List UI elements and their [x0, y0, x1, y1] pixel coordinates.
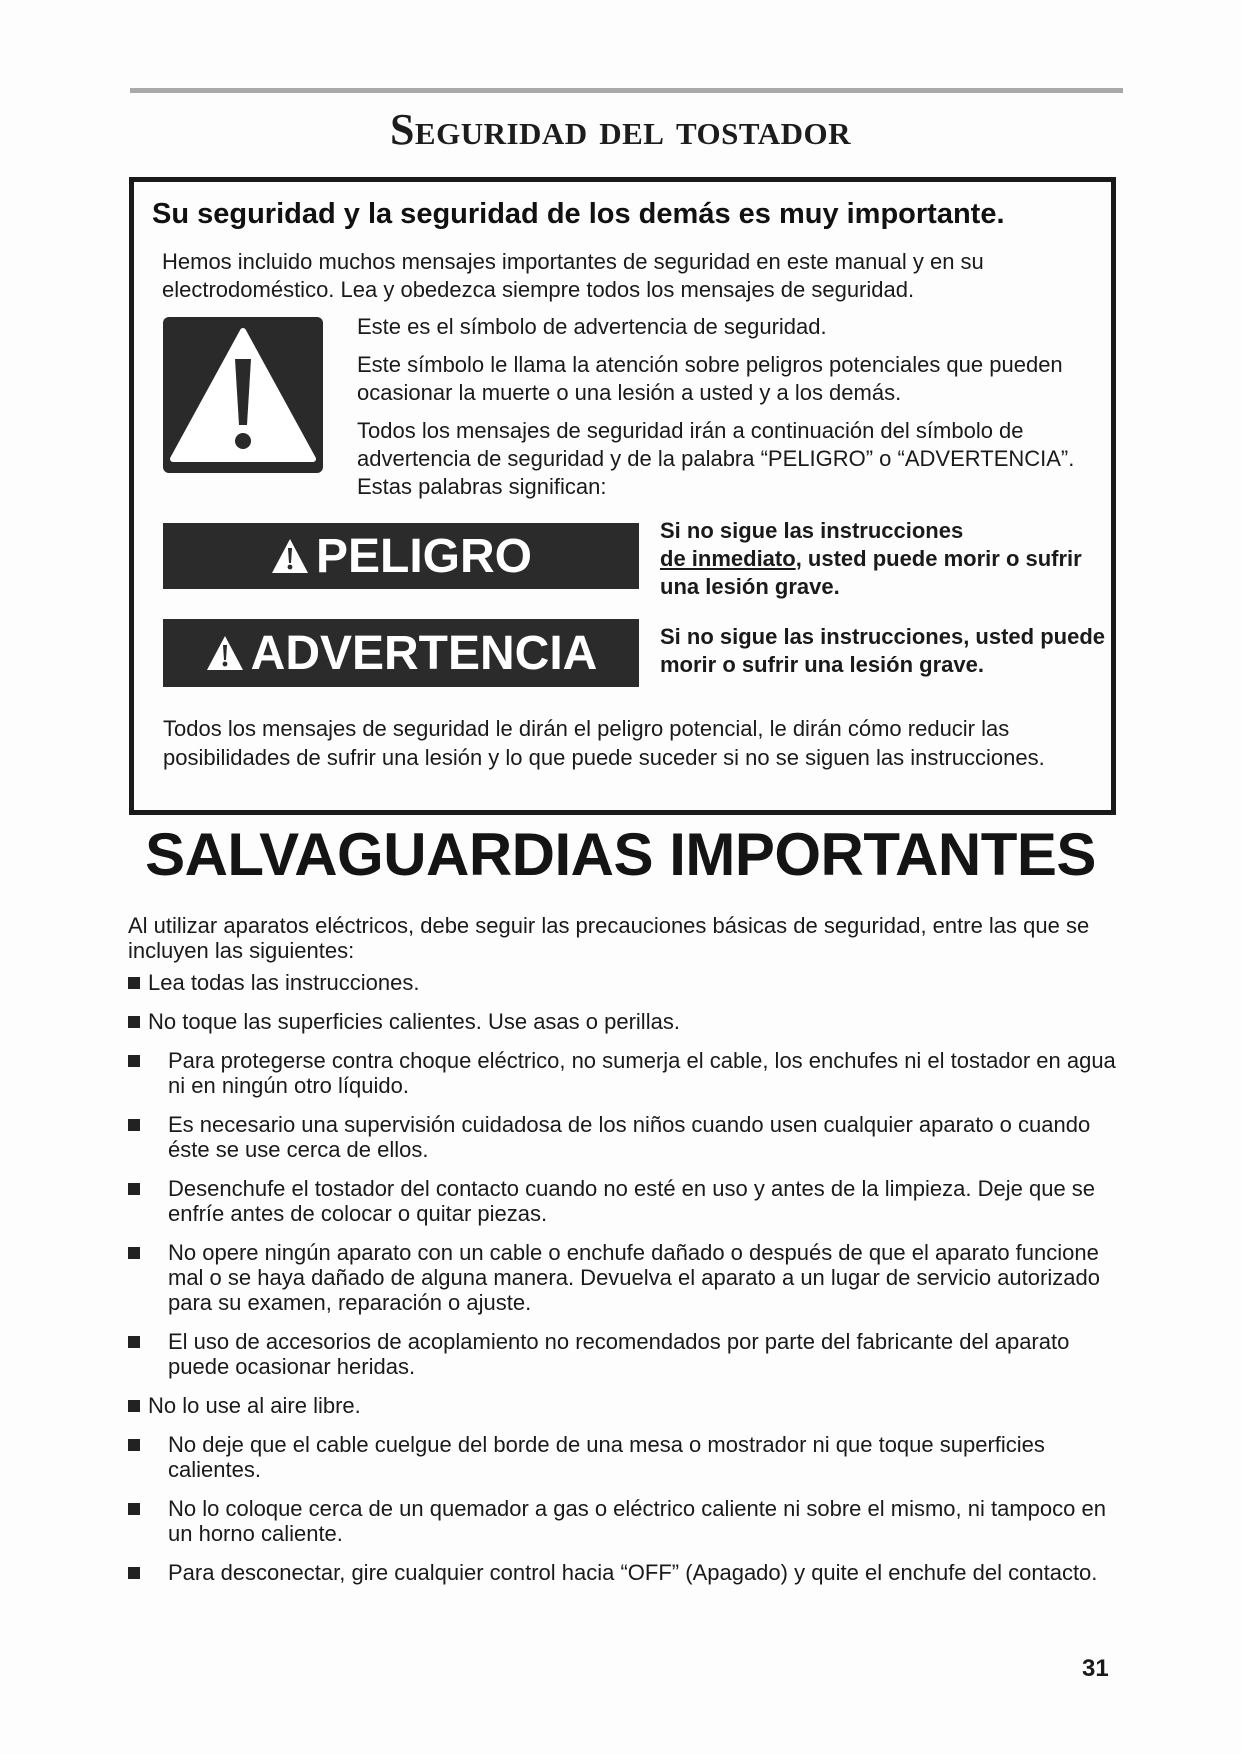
list-item: No lo coloque cerca de un quemador a gas o eléctrico caliente ni sobre el mismo, ni tampoco en un horno caliente.: [128, 1496, 1123, 1546]
top-rule: [130, 88, 1123, 93]
list-item: No toque las superficies calientes. Use asas o perillas.: [128, 1009, 1123, 1034]
list-item: Es necesario una supervisión cuidadosa de los niños cuando usen cualquier aparato o cuando éste se use cerca de ellos.: [128, 1112, 1123, 1162]
safeguards-list: [128, 970, 1123, 1585]
warning-description: Si no sigue las instrucciones, usted puede morir o sufrir una lesión grave.: [660, 624, 1105, 677]
square-bullet-icon: [128, 1016, 140, 1028]
symbol-paragraph: Este es el símbolo de advertencia de seguridad.: [357, 314, 827, 339]
square-bullet-icon: [128, 1055, 140, 1067]
symbol-paragraph: Todos los mensajes de seguridad irán a continuación del símbolo de advertencia de seguridad y de la palabra “PELIGRO” o “ADVERTENCIA”. Estas palabras significan:: [357, 418, 1075, 499]
list-item: Para protegerse contra choque eléctrico, no sumerja el cable, los enchufes ni el tostador en agua ni en ningún otro líquido.: [128, 1048, 1123, 1098]
safety-footer: Todos los mensajes de seguridad le dirán el peligro potencial, le dirán cómo reducir las posibilidades de sufrir una lesión y lo que puede suceder si no se siguen las instrucciones.: [163, 716, 1045, 770]
warning-label: ADVERTENCIA: [250, 626, 598, 680]
warning-exclamation-icon: [163, 317, 323, 473]
square-bullet-icon: [128, 1567, 140, 1579]
warning-triangle-icon: [205, 634, 245, 672]
list-item: Para desconectar, gire cualquier control hacia “OFF” (Apagado) y quite el enchufe del contacto.: [128, 1560, 1123, 1585]
square-bullet-icon: [128, 1439, 140, 1451]
safety-heading: Su seguridad y la seguridad de los demás es muy importante.: [152, 198, 1005, 230]
safety-intro: Hemos incluido muchos mensajes importantes de seguridad en este manual y en su electrodoméstico. Lea y obedezca siempre todos los mensajes de seguridad.: [162, 249, 984, 302]
square-bullet-icon: [128, 1183, 140, 1195]
danger-desc-rest: , usted puede morir o sufrir una lesión grave.: [660, 546, 1082, 599]
symbol-paragraph: Este símbolo le llama la atención sobre peligros potenciales que pueden ocasionar la muerte o una lesión a usted y a los demás.: [357, 352, 1063, 405]
square-bullet-icon: [128, 1503, 140, 1515]
list-item: Desenchufe el tostador del contacto cuando no esté en uso y antes de la limpieza. Deje que se enfríe antes de colocar o quitar piezas.: [128, 1176, 1123, 1226]
square-bullet-icon: [128, 1247, 140, 1259]
page-number: 31: [1082, 1655, 1109, 1682]
list-item: No lo use al aire libre.: [128, 1393, 1123, 1418]
danger-label: PELIGRO: [315, 529, 533, 583]
square-bullet-icon: [128, 1119, 140, 1131]
square-bullet-icon: [128, 1336, 140, 1348]
warning-signal-bar: [163, 619, 639, 687]
square-bullet-icon: [128, 1400, 140, 1412]
symbol-explanation: [357, 313, 1107, 511]
list-item: No deje que el cable cuelgue del borde de una mesa o mostrador ni que toque superficies calientes.: [128, 1432, 1123, 1482]
safeguards-heading: SALVAGUARDIAS IMPORTANTES: [145, 821, 1096, 888]
list-item: No opere ningún aparato con un cable o enchufe dañado o después de que el aparato funcione mal o se haya dañado de alguna manera. Devuelva el aparato a un lugar de servicio autorizado para su examen, reparación o ajuste.: [128, 1240, 1123, 1315]
square-bullet-icon: [128, 977, 140, 989]
danger-description: [660, 517, 1110, 601]
safeguards-intro: Al utilizar aparatos eléctricos, debe seguir las precauciones básicas de seguridad, entre las que se incluyen las siguientes:: [128, 913, 1090, 963]
warning-triangle-icon: [270, 537, 310, 575]
page-title: Seguridad del tostador: [389, 105, 852, 154]
danger-desc-underlined: de inmediato: [660, 546, 796, 571]
danger-desc-line1: Si no sigue las instrucciones: [660, 518, 964, 543]
danger-signal-bar: [163, 523, 639, 589]
safety-box: [129, 177, 1116, 815]
list-item: El uso de accesorios de acoplamiento no recomendados por parte del fabricante del aparato puede ocasionar heridas.: [128, 1329, 1123, 1379]
list-item: Lea todas las instrucciones.: [128, 970, 1123, 995]
